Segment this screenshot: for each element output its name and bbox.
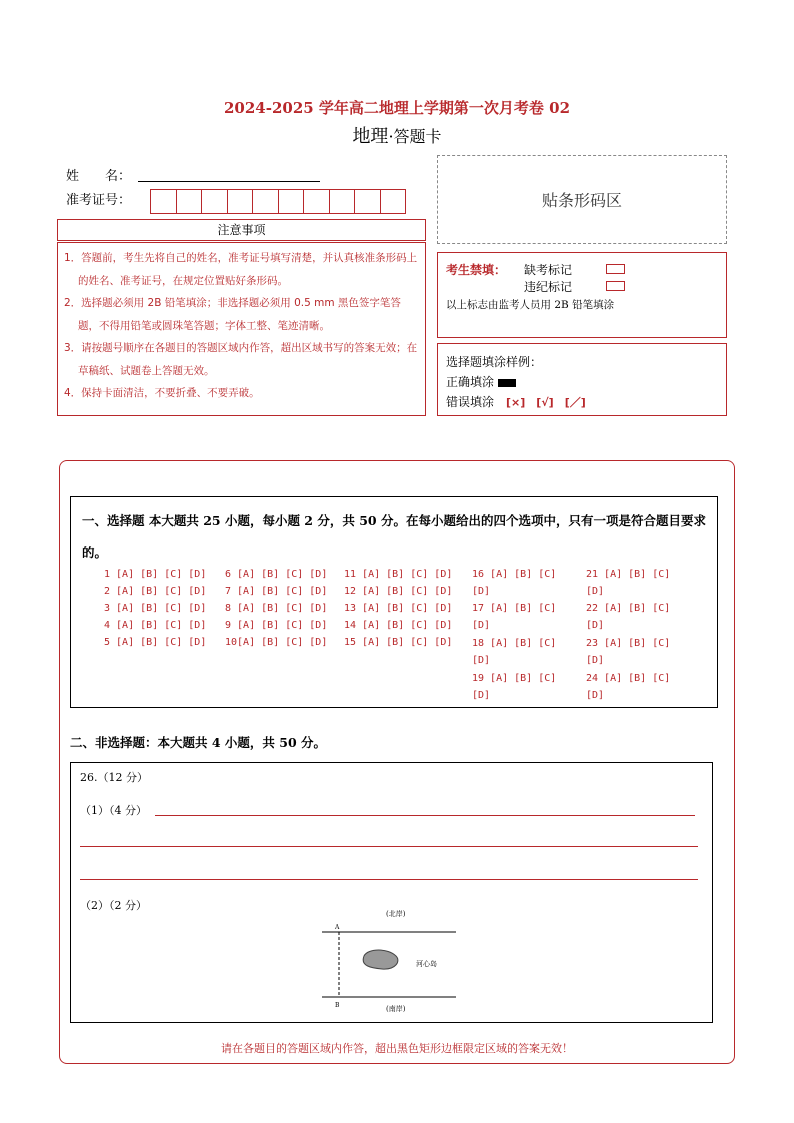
mcq-option-row[interactable]: [D] <box>472 586 491 597</box>
mcq-option-row[interactable]: 10[A] [B] [C] [D] <box>225 637 328 648</box>
mcq-option-row[interactable]: 16 [A] [B] [C] <box>472 569 557 580</box>
violation-mark-box[interactable] <box>606 281 625 291</box>
id-digit-box[interactable] <box>278 189 305 214</box>
section2-title: 二、非选择题：本大题共 4 小题，共 50 分。 <box>70 735 327 750</box>
notice-heading: 注意事项 <box>57 219 426 241</box>
mcq-option-row[interactable]: [D] <box>586 655 605 666</box>
mcq-option-row[interactable]: 8 [A] [B] [C] [D] <box>225 603 328 614</box>
notice-item: 3．请按题号顺序在各题目的答题区域内作答，超出区域书写的答案无效；在草稿纸、试题卷上答题无效。 <box>64 342 418 377</box>
q26-part1-label: （1）（4 分） <box>80 804 147 817</box>
point-b-label: B <box>335 1002 340 1009</box>
river-island-diagram <box>316 908 461 1020</box>
id-digit-box[interactable] <box>227 189 254 214</box>
forbid-note: 以上标志由监考人员用 2B 铅笔填涂 <box>446 299 615 311</box>
mcq-option-row[interactable]: 2 [A] [B] [C] [D] <box>104 586 207 597</box>
south-bank-label: (南岸) <box>386 1005 406 1013</box>
mcq-title: 一、选择题 本大题共 25 小题，每小题 2 分，共 50 分。在每小题给出的四个选项中，只有一项是符合题目要求的。 <box>82 513 706 560</box>
footer-warning: 请在各题目的答题区域内作答，超出黑色矩形边框限定区域的答案无效！ <box>221 1042 573 1055</box>
name-label: 姓 名： <box>66 169 132 184</box>
notice-item: 1．答题前，考生先将自己的姓名，准考证号填写清楚，并认真核准条形码上的姓名、准考证号，在规定位置贴好条形码。 <box>64 252 418 287</box>
fill-sample-panel <box>437 343 727 416</box>
id-digit-box[interactable] <box>380 189 407 214</box>
mcq-option-row[interactable]: 18 [A] [B] [C] <box>472 638 557 649</box>
mcq-option-row[interactable]: 12 [A] [B] [C] [D] <box>344 586 453 597</box>
mcq-option-row[interactable]: [D] <box>586 620 605 631</box>
mcq-option-row[interactable]: [D] <box>472 655 491 666</box>
answer-line[interactable] <box>155 814 695 816</box>
exam-id-boxes <box>151 189 406 214</box>
mcq-option-row[interactable]: 3 [A] [B] [C] [D] <box>104 603 207 614</box>
mcq-option-row[interactable]: 9 [A] [B] [C] [D] <box>225 620 328 631</box>
mcq-option-row[interactable]: 22 [A] [B] [C] <box>586 603 671 614</box>
wrong-fill-marks: [×] [√] [／] <box>506 396 586 409</box>
subtitle-separator: · <box>388 127 394 146</box>
mcq-option-row[interactable]: 1 [A] [B] [C] [D] <box>104 569 207 580</box>
wrong-fill-row <box>446 393 586 410</box>
id-digit-box[interactable] <box>201 189 228 214</box>
mcq-option-row[interactable]: 15 [A] [B] [C] [D] <box>344 637 453 648</box>
mcq-option-row[interactable]: 5 [A] [B] [C] [D] <box>104 637 207 648</box>
mcq-option-row[interactable]: 7 [A] [B] [C] [D] <box>225 586 328 597</box>
mcq-option-row[interactable]: 23 [A] [B] [C] <box>586 638 671 649</box>
mcq-option-row[interactable]: [D] <box>586 586 605 597</box>
north-bank-label: (北岸) <box>386 910 406 918</box>
id-digit-box[interactable] <box>303 189 330 214</box>
island-shape <box>363 950 398 969</box>
mcq-option-row[interactable]: 21 [A] [B] [C] <box>586 569 671 580</box>
proctor-marks-panel <box>437 252 727 338</box>
id-digit-box[interactable] <box>329 189 356 214</box>
q26-part2-label: （2）（2 分） <box>80 899 147 912</box>
correct-fill-label: 正确填涂 <box>446 375 495 389</box>
id-digit-box[interactable] <box>354 189 381 214</box>
mcq-option-row[interactable]: 11 [A] [B] [C] [D] <box>344 569 453 580</box>
answer-line[interactable] <box>80 845 698 847</box>
name-field[interactable] <box>138 180 320 182</box>
id-digit-box[interactable] <box>176 189 203 214</box>
forbid-label: 考生禁填： <box>446 263 507 277</box>
card-subtitle <box>0 122 794 148</box>
mcq-option-row[interactable]: 19 [A] [B] [C] <box>472 673 557 684</box>
mcq-option-row[interactable]: 24 [A] [B] [C] <box>586 673 671 684</box>
correct-fill-row <box>446 373 516 390</box>
violation-label: 违纪标记 <box>524 280 573 294</box>
notice-item: 4．保持卡面清洁，不要折叠、不要弄破。 <box>64 387 260 399</box>
mcq-option-row[interactable]: 4 [A] [B] [C] [D] <box>104 620 207 631</box>
q26-label: 26.（12 分） <box>80 771 148 784</box>
exam-title: 2024-2025 学年高二地理上学期第一次月考卷 02 <box>223 99 571 117</box>
id-digit-box[interactable] <box>252 189 279 214</box>
answer-card-label: 答题卡 <box>393 127 442 146</box>
island-label: 河心岛 <box>416 960 437 968</box>
mcq-option-row[interactable]: 13 [A] [B] [C] [D] <box>344 603 453 614</box>
mcq-option-row[interactable]: [D] <box>586 690 605 701</box>
subject-label: 地理 <box>352 126 389 147</box>
id-digit-box[interactable] <box>150 189 177 214</box>
mcq-option-row[interactable]: 6 [A] [B] [C] [D] <box>225 569 328 580</box>
wrong-fill-label: 错误填涂 <box>446 395 495 409</box>
barcode-label: 贴条形码区 <box>541 191 622 210</box>
filled-mark-icon <box>498 379 516 387</box>
exam-id-label: 准考证号： <box>66 193 132 208</box>
barcode-area <box>437 155 727 244</box>
mcq-option-row[interactable]: [D] <box>472 690 491 701</box>
mcq-option-row[interactable]: 17 [A] [B] [C] <box>472 603 557 614</box>
answer-line[interactable] <box>80 878 698 880</box>
absent-label: 缺考标记 <box>524 263 573 277</box>
mcq-option-row[interactable]: 14 [A] [B] [C] [D] <box>344 620 453 631</box>
sample-title: 选择题填涂样例： <box>446 355 543 369</box>
mcq-option-row[interactable]: [D] <box>472 620 491 631</box>
absent-mark-box[interactable] <box>606 264 625 274</box>
point-a-label: A <box>335 924 340 931</box>
notice-item: 2．选择题必须用 2B 铅笔填涂；非选择题必须用 0.5 mm 黑色签字笔答题，不得用铅笔或圆珠笔答题；字体工整、笔迹清晰。 <box>64 297 401 332</box>
question-26-box <box>70 762 713 1023</box>
notice-body <box>57 242 426 416</box>
